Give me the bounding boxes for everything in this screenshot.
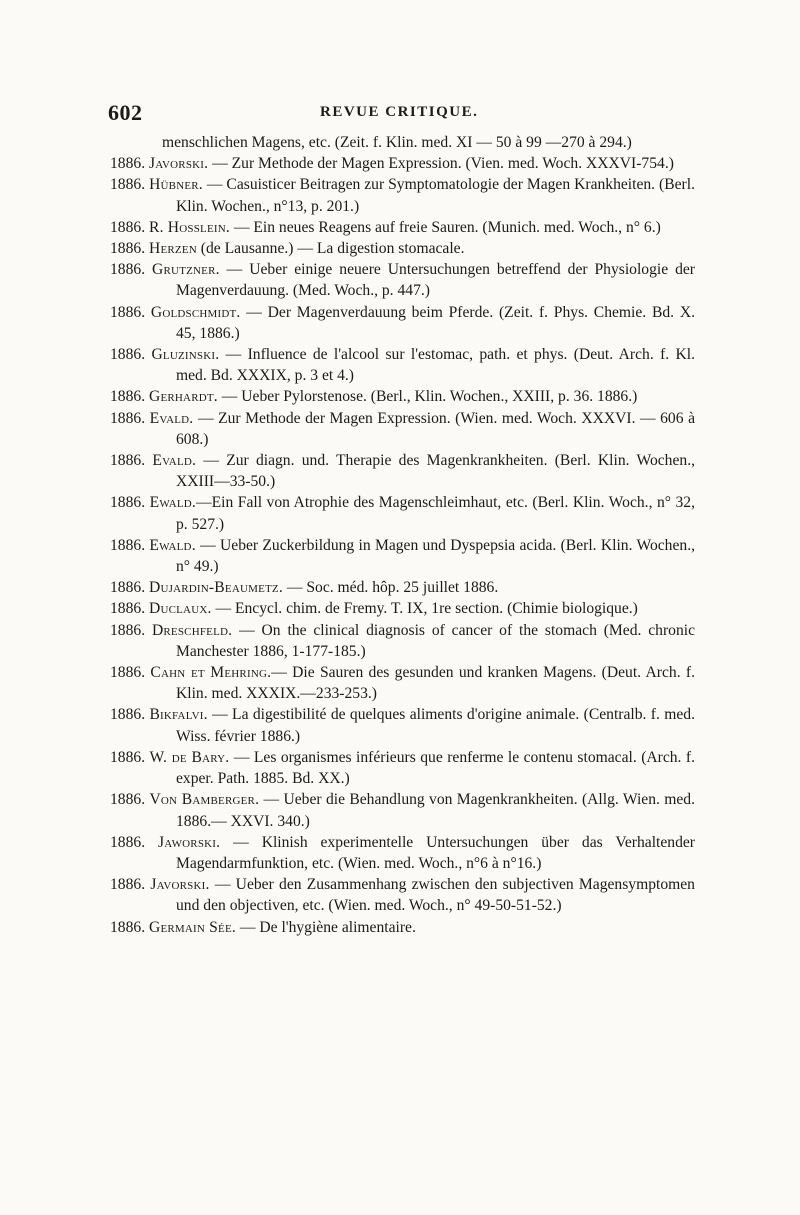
bibliography-entry bbox=[110, 217, 695, 238]
entry-text: — Casuisticer Beitragen zur Symptomatologie der Magen Krankheiten. (Berl. Klin. Wochen., n°13, p. 201.) bbox=[176, 176, 695, 215]
entry-author: Cahn et Mehring. bbox=[150, 664, 272, 682]
entry-text: — Die Sauren des gesunden und kranken Magens. (Deut. Arch. f. Klin. med. XXXIX.—233-253.) bbox=[176, 664, 695, 703]
entry-text: — Ein neues Reagens auf freie Sauren. (Munich. med. Woch., n° 6.) bbox=[229, 218, 661, 236]
bibliography-entry bbox=[110, 577, 695, 598]
entry-author: Gerhardt. bbox=[149, 388, 218, 406]
entry-text: — Ueber einige neuere Untersuchungen betreffend der Physiologie der Magenverdauung. (Med. Woch., p. 447.) bbox=[176, 261, 695, 300]
entry-year: 1886. bbox=[110, 706, 146, 724]
entry-year: 1886. bbox=[110, 791, 146, 809]
entry-text: — Klinish experimentelle Untersuchungen über das Verhaltender Magendarmfunktion, etc. (Wien. med. Woch., n°6 à n°16.) bbox=[176, 833, 695, 872]
entry-text: — Soc. méd. hôp. 25 juillet 1886. bbox=[282, 579, 499, 597]
continuation-text: menschlichen Magens, etc. (Zeit. f. Klin. med. XI — 50 à 99 —270 à 294.) bbox=[162, 134, 632, 151]
bibliography-entry bbox=[110, 386, 695, 407]
entry-year: 1886. bbox=[110, 261, 146, 279]
bibliography-entry bbox=[110, 302, 695, 344]
entry-text: — Les organismes inférieurs que renferme le contenu stomacal. (Arch. f. exper. Path. 1885. Bd. XX.) bbox=[176, 748, 695, 788]
entry-text: — Ueber die Behandlung von Magenkrankheiten. (Allg. Wien. med. 1886.— XXVI. 340.) bbox=[176, 791, 696, 830]
entry-author: Jaworski. bbox=[158, 833, 221, 851]
entry-author: Von Bamberger. bbox=[149, 791, 260, 809]
entry-author: Bikfalvi. bbox=[149, 706, 208, 724]
bibliography-entry bbox=[110, 620, 695, 662]
entry-year: 1886. bbox=[110, 536, 146, 554]
bibliography-entry bbox=[110, 408, 695, 450]
running-title: REVUE CRITIQUE. bbox=[320, 104, 479, 120]
entry-author: Hübner. bbox=[149, 176, 203, 194]
entry-author: Dujardin-Beaumetz. bbox=[149, 579, 283, 597]
bibliography-entry bbox=[110, 153, 695, 174]
entry-year: 1886. bbox=[110, 600, 146, 618]
entry-year: 1886. bbox=[110, 155, 146, 173]
entry-text: — Encycl. chim. de Fremy. T. IX, 1re section. (Chimie biologique.) bbox=[211, 600, 638, 618]
entry-author: Javorski. bbox=[150, 876, 210, 894]
entry-year: 1886. bbox=[110, 621, 146, 639]
entry-author: Dreschfeld. bbox=[151, 621, 233, 639]
bibliography-entry bbox=[110, 917, 695, 938]
entry-author: Evald. bbox=[152, 452, 197, 470]
entry-text: (de Lausanne.) — La digestion stomacale. bbox=[196, 240, 465, 258]
entry-author: Duclaux. bbox=[149, 600, 212, 618]
bibliography-entry bbox=[110, 747, 695, 789]
entry-author: Goldschmidt. bbox=[150, 303, 241, 321]
entry-text: — Influence de l'alcool sur l'estomac, path. et phys. (Deut. Arch. f. Kl. med. Bd. XXXIX, p. 3 et 4.) bbox=[176, 346, 695, 385]
entry-text: — Ueber Zuckerbildung in Magen und Dyspepsia acida. (Berl. Klin. Wochen., n° 49.) bbox=[176, 536, 695, 576]
entry-text: — Der Magenverdauung beim Pferde. (Zeit. f. Phys. Chemie. Bd. X. 45, 1886.) bbox=[176, 303, 695, 342]
entry-year: 1886. bbox=[110, 748, 146, 766]
entry-text: — De l'hygiène alimentaire. bbox=[235, 918, 416, 936]
bibliography-entry bbox=[110, 535, 695, 577]
entry-year: 1886. bbox=[110, 240, 146, 258]
entry-author: Gluzinski. bbox=[151, 346, 220, 364]
entry-year: 1886. bbox=[110, 579, 146, 597]
entry-author: Evald. bbox=[149, 409, 194, 427]
entry-text: — Zur diagn. und. Therapie des Magenkrankheiten. (Berl. Klin. Wochen., XXIII—33-50.) bbox=[176, 452, 695, 491]
entry-year: 1886. bbox=[110, 918, 146, 936]
entry-year: 1886. bbox=[110, 346, 146, 364]
entry-year: 1886. bbox=[110, 876, 146, 894]
bibliography-entry bbox=[110, 259, 695, 301]
entry-author: Javorski. bbox=[149, 155, 209, 173]
entry-author: Ewald. bbox=[149, 536, 196, 554]
entry-year: 1886. bbox=[110, 452, 146, 470]
bibliography-entry bbox=[110, 662, 695, 704]
bibliography-entry bbox=[110, 492, 695, 534]
entry-author: Ewald. bbox=[149, 494, 197, 512]
bibliography-entry bbox=[110, 874, 695, 916]
bibliography-list bbox=[110, 153, 695, 938]
entry-author: W. de Bary. bbox=[149, 748, 230, 766]
entry-author: R. Hosslein. bbox=[149, 218, 230, 236]
bibliography-entry bbox=[110, 174, 695, 216]
entry-text: — Zur Methode der Magen Expression. (Vien. med. Woch. XXXVI-754.) bbox=[208, 155, 674, 173]
entry-text: — Ueber Pylorstenose. (Berl., Klin. Wochen., XXIII, p. 36. 1886.) bbox=[217, 388, 638, 406]
page-header bbox=[108, 100, 698, 128]
page-number: 602 bbox=[108, 100, 143, 125]
entry-year: 1886. bbox=[110, 494, 146, 512]
bibliography-body bbox=[110, 132, 695, 938]
entry-text: —Ein Fall von Atrophie des Magenschleimhaut, etc. (Berl. Klin. Woch., n° 32, p. 527.) bbox=[176, 494, 695, 533]
entry-author: Germain Sée. bbox=[149, 918, 236, 936]
entry-year: 1886. bbox=[110, 303, 146, 321]
bibliography-entry bbox=[110, 832, 695, 874]
entry-year: 1886. bbox=[110, 176, 146, 194]
entry-text: — On the clinical diagnosis of cancer of the stomach (Med. chronic Manchester 1886, 1-177-185.) bbox=[176, 621, 695, 660]
bibliography-entry bbox=[110, 598, 695, 619]
bibliography-entry bbox=[110, 789, 695, 831]
entry-text: — Zur Methode der Magen Expression. (Wien. med. Woch. XXXVI. — 606 à 608.) bbox=[176, 409, 695, 448]
bibliography-entry bbox=[110, 450, 695, 492]
entry-year: 1886. bbox=[110, 833, 146, 851]
bibliography-entry bbox=[110, 704, 695, 746]
entry-year: 1886. bbox=[110, 409, 146, 427]
entry-author: Grutzner. bbox=[152, 261, 220, 279]
entry-year: 1886. bbox=[110, 664, 146, 682]
entry-text: — La digestibilité de quelques aliments d'origine animale. (Centralb. f. med. Wiss. février 1886.) bbox=[176, 706, 695, 745]
entry-text: — Ueber den Zusammenhang zwischen den subjectiven Magensymptomen und den objectiven, etc. (Wien. med. Woch., n° 49-50-51-52.) bbox=[176, 876, 695, 915]
entry-year: 1886. bbox=[110, 388, 146, 406]
bibliography-entry bbox=[110, 238, 695, 259]
entry-author: Herzen bbox=[149, 240, 197, 258]
bibliography-entry bbox=[110, 344, 695, 386]
entry-year: 1886. bbox=[110, 218, 146, 236]
